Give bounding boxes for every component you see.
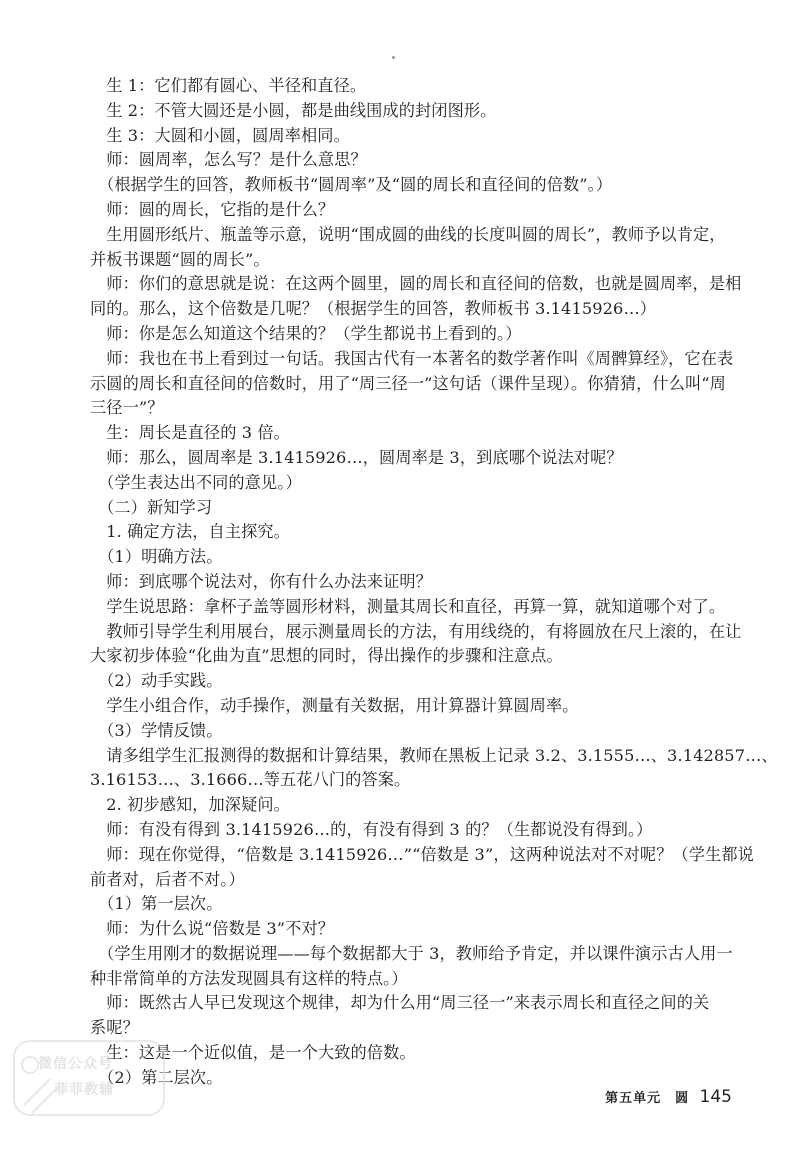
text-line: （学生表达出不同的意见。） [98, 472, 302, 492]
scan-mark [392, 56, 395, 59]
step-heading: （1）第一层次。 [98, 894, 223, 914]
step-heading: （1）明确方法。 [98, 547, 223, 567]
text-line: 教师引导学生利用展台，展示测量周长的方法，有用线绕的，有将圆放在尺上滚的，在让 [106, 621, 742, 641]
text-line: 三径一”？ [90, 398, 164, 418]
page-number: 145 [699, 1087, 732, 1107]
text-line: 师：你是怎么知道这个结果的？（学生都说书上看到的。） [106, 323, 522, 343]
step-heading: （2）动手实践。 [98, 671, 223, 691]
step-heading: （3）学情反馈。 [98, 720, 223, 740]
unit-title: 第五单元 圆 [605, 1091, 690, 1106]
text-line: 生：这是一个近似值，是一个大致的倍数。 [106, 1043, 416, 1063]
text-line: 示圆的周长和直径间的倍数时，用了“周三径一”这句话（课件呈现）。你猜猜，什么叫“周 [90, 373, 726, 393]
text-line: 师：我也在书上看到过一句话。我国古代有一本著名的数学著作叫《周髀算经》，它在表 [106, 348, 734, 368]
watermark-line-1: 微信公众号 [38, 1056, 113, 1072]
text-line: 师：圆周率，怎么写？是什么意思？ [106, 150, 367, 170]
text-line: 系呢？ [90, 1018, 139, 1038]
section-heading: （二）新知学习 [98, 497, 213, 517]
subsection-heading: 2. 初步感知，加深疑问。 [106, 795, 290, 815]
text-line: 请多组学生汇报测得的数据和计算结果，教师在黑板上记录 3.2、3.1555…、3.142857…、 [106, 745, 778, 765]
text-line: 生用圆形纸片、瓶盖等示意，说明“围成圆的曲线的长度叫圆的周长”，教师予以肯定， [106, 224, 726, 244]
text-line: 生 1：它们都有圆心、半径和直径。 [106, 76, 367, 95]
text-line: 师：你们的意思就是说：在这两个圆里，圆的周长和直径间的倍数，也就是圆周率，是相 [106, 274, 742, 294]
body-text [90, 74, 778, 1091]
text-line: 学生小组合作，动手操作，测量有关数据，用计算器计算圆周率。 [106, 695, 579, 715]
watermark-line-2: 菲菲教辅 [54, 1082, 114, 1098]
text-line: 师：那么，圆周率是 3.1415926…，圆周率是 3，到底哪个说法对呢？ [106, 447, 623, 467]
text-line: 生：周长是直径的 3 倍。 [106, 423, 290, 443]
watermark [10, 1035, 180, 1135]
page-footer [605, 1087, 732, 1107]
text-line: 大家初步体验“化曲为直”思想的同时，得出操作的步骤和注意点。 [90, 646, 563, 666]
subsection-heading: 1. 确定方法，自主探究。 [106, 522, 290, 542]
text-line: 师：圆的周长，它指的是什么？ [106, 199, 335, 219]
text-line: 3.16153…、3.1666…等五花八门的答案。 [90, 770, 411, 790]
text-line: （学生用刚才的数据说理——每个数据都大于 3，教师给予肯定，并以课件演示古人用一 [98, 943, 733, 963]
text-line: 学生说思路：拿杯子盖等圆形材料，测量其周长和直径，再算一算，就知道哪个对了。 [106, 596, 726, 616]
text-line: 前者对，后者不对。） [90, 869, 245, 889]
text-line: 师：为什么说“倍数是 3”不对？ [106, 919, 335, 939]
text-line: （根据学生的回答，教师板书“圆周率”及“圆的周长和直径间的倍数”。） [98, 175, 613, 195]
text-line: 种非常简单的方法发现圆具有这样的特点。） [90, 968, 408, 988]
text-line: 并板书课题“圆的周长”。 [90, 249, 270, 269]
text-line: 师：到底哪个说法对，你有什么办法来证明？ [106, 571, 432, 591]
text-line: 生 2：不管大圆还是小圆，都是曲线围成的封闭图形。 [106, 100, 497, 120]
text-line: 师：现在你觉得，“倍数是 3.1415926…”“倍数是 3”，这两种说法对不对呢？（学生都说 [106, 844, 754, 864]
step-heading: （2）第二层次。 [98, 1067, 223, 1087]
text-line: 同的。那么，这个倍数是几呢？（根据学生的回答，教师板书 3.1415926…） [90, 299, 657, 319]
text-line: 师：有没有得到 3.1415926…的，有没有得到 3 的？（生都说没有得到。） [106, 819, 653, 839]
text-line: 师：既然古人早已发现这个规律，却为什么用“周三径一”来表示周长和直径之间的关 [106, 993, 710, 1013]
text-line: 生 3：大圆和小圆，圆周率相同。 [106, 125, 350, 145]
